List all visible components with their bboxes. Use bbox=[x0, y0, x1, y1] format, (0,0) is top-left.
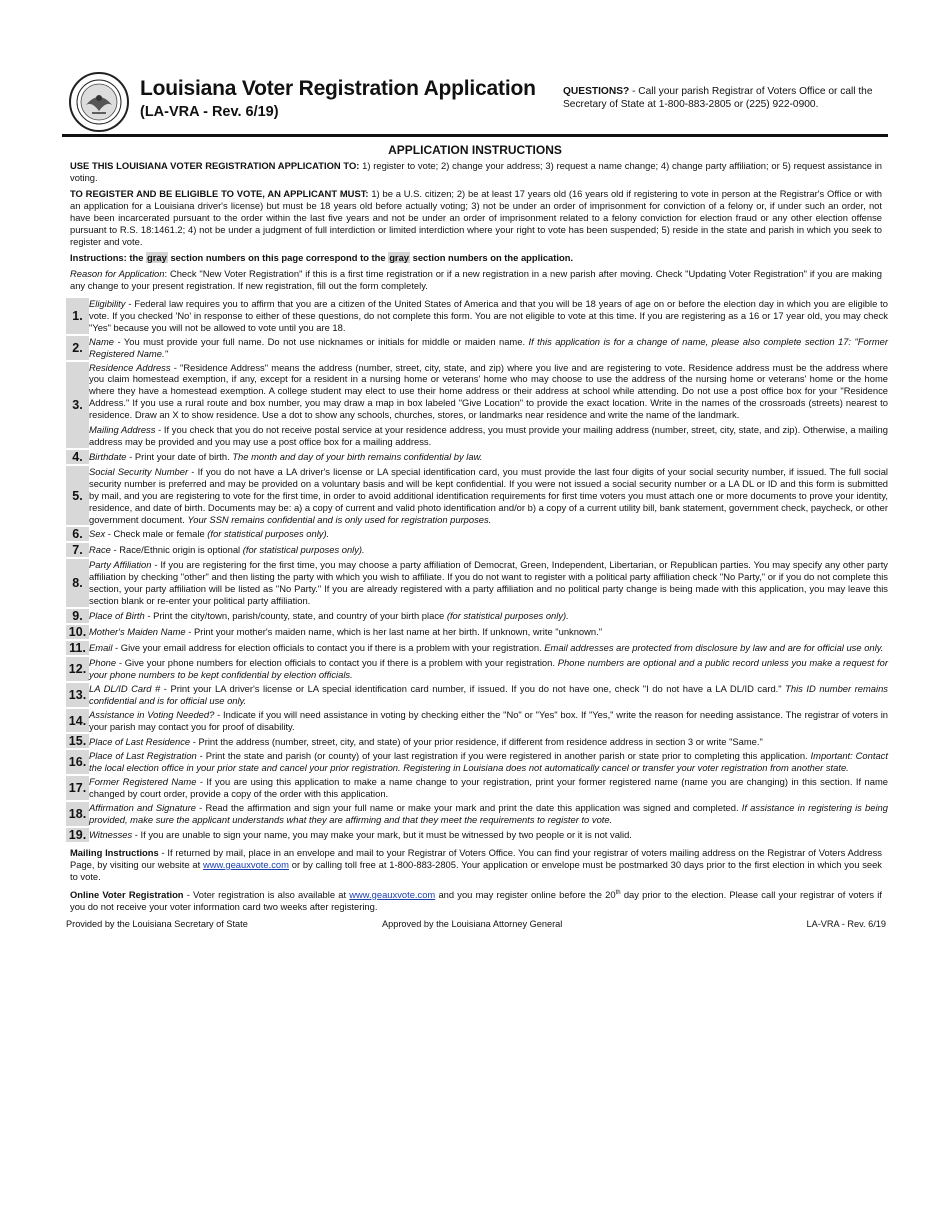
online-text-2: and you may register online before the 20 bbox=[435, 889, 616, 901]
item-text: - If you are using this application to make a name change to your registration, print your former registered name (name you are changing) in this section. If name changed by court order, provide a copy of the order with this application. bbox=[89, 776, 888, 800]
section-number: 4. bbox=[66, 450, 89, 464]
item-italic-note: If assistance in registering is being provided, make sure the applicant understands what they are affirming and that they meet the requirements to register to vote. bbox=[89, 802, 888, 825]
item-text: - Print the address (number, street, city, and state) of your prior residence, if different from residence address in section 3 or write "Same." bbox=[190, 735, 763, 747]
instruction-row bbox=[66, 336, 888, 360]
item-italic-note: The month and day of your birth remains confidential by law. bbox=[232, 450, 483, 462]
instruction-row bbox=[66, 543, 888, 557]
item-text: - Give your phone numbers for election officials to contact you if there is a problem with your registration. bbox=[116, 657, 558, 669]
online-sup: th bbox=[615, 889, 621, 896]
instruction-row bbox=[66, 559, 888, 607]
section-number: 11. bbox=[66, 641, 89, 655]
questions-contact bbox=[563, 85, 883, 111]
section-number: 10. bbox=[66, 625, 89, 639]
section-number: 7. bbox=[66, 543, 89, 557]
section-description bbox=[89, 450, 888, 464]
gray-word-2: gray bbox=[389, 252, 410, 263]
section-number: 1. bbox=[66, 298, 89, 334]
online-text-3: day prior to the election. Please call your registrar of voters if you do not receive your voter information card two weeks after registering. bbox=[70, 889, 882, 913]
item-text: - Print the state and parish (or county) of your last registration if you were registered in another parish or state prior to completing this application. bbox=[196, 750, 811, 762]
instruction-row bbox=[66, 298, 888, 334]
item-label: Party Affiliation bbox=[89, 559, 152, 571]
footer-right: LA-VRA - Rev. 6/19 bbox=[806, 919, 886, 930]
item-label: Witnesses bbox=[89, 828, 133, 840]
section-description bbox=[89, 750, 888, 774]
online-label: Online Voter Registration bbox=[70, 889, 184, 901]
eligible-label: TO REGISTER AND BE ELIGIBLE TO VOTE, AN APPLICANT MUST: bbox=[70, 188, 369, 199]
section-description bbox=[89, 543, 888, 557]
item-text: - Give your email address for election officials to contact you if there is a problem with your registration. bbox=[112, 642, 545, 654]
section-description bbox=[89, 466, 888, 526]
intro-gray-note bbox=[70, 252, 882, 264]
intro-reason bbox=[70, 268, 882, 292]
instruction-row bbox=[66, 657, 888, 681]
instruction-row bbox=[66, 709, 888, 733]
state-seal-icon bbox=[68, 71, 130, 133]
mailing-instructions bbox=[70, 847, 882, 883]
geauxvote-link-online[interactable]: www.geauxvote.com bbox=[349, 889, 436, 901]
section-description bbox=[89, 362, 888, 448]
item-text: - "Residence Address" means the address (number, street, city, state, and zip) where you live and are registering to vote. Residence address must be the address where you claim homestead exemption, if any, except for a resident in a nursing home or veterans' home who may choose to use the address of the nursing home or veterans' home or the home where they have a homestead exemption. A college student may elect to use their home address or their address at school while attending. Do not use a post office box for your "Residence Address." If you use a rural route and box number, you may draw a map in box labeled "Give Location" to provide the exact location. Write in the names of the crossroads (streets) nearest to residence. Draw an X to show residence. Use a dot to show any schools, churches, stores, or landmarks near residence and write the name of the landmark. bbox=[89, 361, 888, 421]
item-label-2: Mailing Address bbox=[89, 424, 156, 436]
item-label: Place of Birth bbox=[89, 610, 145, 622]
item-label: Assistance in Voting Needed? bbox=[89, 708, 215, 720]
online-registration bbox=[70, 887, 882, 913]
item-text: - Race/Ethnic origin is optional bbox=[110, 544, 243, 556]
item-italic-note: Your SSN remains confidential and is only used for registration purposes. bbox=[187, 513, 492, 525]
section-number: 19. bbox=[66, 828, 89, 842]
section-number: 18. bbox=[66, 802, 89, 826]
online-text-1: - Voter registration is also available at bbox=[183, 889, 350, 901]
item-text: - Print your LA driver's license or LA special identification card number, if issued. If you do not have one, check "I do not have a LA DL/ID card." bbox=[160, 682, 786, 694]
section-number: 17. bbox=[66, 776, 89, 800]
section-description bbox=[89, 734, 888, 748]
section-description bbox=[89, 657, 888, 681]
instruction-row bbox=[66, 625, 888, 639]
section-description bbox=[89, 625, 888, 639]
item-label: Sex bbox=[89, 528, 106, 540]
section-number: 6. bbox=[66, 527, 89, 541]
item-label: LA DL/ID Card # bbox=[89, 682, 161, 694]
item-text: - Print your mother's maiden name, which is her last name at her birth. If unknown, write "unknown." bbox=[185, 626, 603, 638]
intro-use bbox=[70, 160, 882, 184]
section-description bbox=[89, 559, 888, 607]
item-label: Affirmation and Signature bbox=[89, 802, 196, 814]
section-description bbox=[89, 828, 888, 842]
gray-note-3: section numbers on the application. bbox=[410, 252, 574, 263]
section-description bbox=[89, 802, 888, 826]
item-label: Mother's Maiden Name bbox=[89, 626, 186, 638]
header bbox=[62, 66, 888, 137]
instruction-row bbox=[66, 466, 888, 526]
section-number: 14. bbox=[66, 709, 89, 733]
item-text: - If you are unable to sign your name, you may make your mark, but it must be witnessed by two people or it is not valid. bbox=[132, 828, 632, 840]
gray-word-1: gray bbox=[147, 252, 167, 263]
instruction-row bbox=[66, 734, 888, 748]
item-label: Residence Address bbox=[89, 361, 171, 373]
questions-label: QUESTIONS? bbox=[563, 86, 630, 97]
section-description bbox=[89, 709, 888, 733]
item-italic-note: Email addresses are protected from disclosure by law and are for official use only. bbox=[544, 642, 884, 654]
item-label: Former Registered Name bbox=[89, 776, 197, 788]
item-text: - Federal law requires you to affirm that you are a citizen of the United States of America and that you will be 18 years of age on or before the election day in which you are eligible to vote. If you checked 'No' in response to either of these questions, do not complete this form. You are not eligible to vote at this time. If you are registering as a 16 or 17 year old, you may check "Yes" because you will not be allowed to vote until you are 18. bbox=[89, 298, 888, 333]
item-italic-note: Phone numbers are optional and a public record unless you make a request for your phone numbers to be kept confidential by election officials. bbox=[89, 657, 888, 680]
section-description bbox=[89, 683, 888, 707]
section-number: 13. bbox=[66, 683, 89, 707]
section-description bbox=[89, 609, 888, 623]
section-number: 2. bbox=[66, 336, 89, 360]
footer-info bbox=[70, 847, 882, 913]
title-block bbox=[140, 77, 536, 120]
section-number: 5. bbox=[66, 466, 89, 526]
item-text: - Print the city/town, parish/county, state, and country of your birth place bbox=[144, 610, 447, 622]
instruction-row bbox=[66, 609, 888, 623]
footer-center: Approved by the Louisiana Attorney General bbox=[382, 919, 563, 930]
item-label: Race bbox=[89, 544, 111, 556]
item-text-2: - If you check that you do not receive postal service at your residence address, you must provide your mailing address (number, street, city, state, and zip). Otherwise, a mailing address may be provided and you may use a post office box for a mailing address. bbox=[89, 424, 888, 447]
item-italic-note: (for statistical purposes only). bbox=[446, 610, 569, 622]
instruction-row bbox=[66, 641, 888, 655]
item-text: - You must provide your full name. Do not use nicknames or initials for middle or maiden name. bbox=[114, 335, 529, 347]
mailing-text-2: or by calling toll free at 1-800-883-2805. Your application or envelope must be postmarked 30 days prior to the first election in which you seek to vote. bbox=[70, 858, 882, 882]
reason-text: : Check "New Voter Registration" if this is a first time registration or if a new registration in a new parish after moving. Check "Updating Voter Registration" if you are making any change to your present registration. If new registration, fill out the form completely. bbox=[70, 268, 882, 291]
item-italic-note: If this application is for a change of name, please also complete section 17: "Former Registered Name." bbox=[89, 335, 888, 359]
footer-left: Provided by the Louisiana Secretary of State bbox=[66, 919, 248, 930]
reason-label: Reason for Application bbox=[70, 268, 165, 279]
instruction-row bbox=[66, 527, 888, 541]
gray-note-1: Instructions: the bbox=[70, 252, 147, 263]
form-revision: (LA-VRA - Rev. 6/19) bbox=[140, 104, 279, 120]
instructions-page bbox=[62, 66, 888, 933]
eligible-text: 1) be a U.S. citizen; 2) be at least 17 years old (16 years old if registering to vote in person at the Registrar's Office or with an application for a Louisiana driver's license) but must be 18 years old before actually voting; 3) not be under an order of imprisonment for conviction of a felony or, if under such an order, not have been incarcerated pursuant to the order within the last five years and not be under an order of imprisonment related to a felony conviction for election fraud or any other election offense pursuant to R.S. 18:1461.2; 4) not be under a judgment of full interdiction or limited interdiction where your right to vote has been suspended; 5) reside in the state and parish in which you seek to register and vote. bbox=[70, 188, 883, 247]
instruction-row bbox=[66, 776, 888, 800]
instruction-row bbox=[66, 683, 888, 707]
section-title: APPLICATION INSTRUCTIONS bbox=[388, 143, 562, 157]
item-label: Name bbox=[89, 335, 115, 347]
instruction-row bbox=[66, 750, 888, 774]
item-label: Social Security Number bbox=[89, 465, 189, 477]
page-footer bbox=[62, 919, 888, 933]
item-italic-note: (for statistical purposes only). bbox=[242, 544, 365, 556]
intro-eligibility bbox=[70, 188, 882, 248]
item-label: Birthdate bbox=[89, 450, 127, 462]
section-description bbox=[89, 776, 888, 800]
instruction-items bbox=[66, 296, 888, 844]
section-description bbox=[89, 336, 888, 360]
questions-text: - Call your parish Registrar of Voters Office or call the Secretary of State at 1-800-883-2805 or (225) 922-0900. bbox=[563, 86, 873, 110]
item-label: Eligibility bbox=[89, 298, 126, 309]
use-text: 1) register to vote; 2) change your address; 3) request a name change; 4) change party affiliation; or 5) request assistance in voting. bbox=[70, 160, 883, 183]
instruction-row bbox=[66, 828, 888, 842]
item-italic-note: This ID number remains confidential and is for official use only. bbox=[89, 682, 888, 706]
section-description bbox=[89, 527, 888, 541]
item-label: Place of Last Registration bbox=[89, 750, 197, 762]
instruction-row bbox=[66, 362, 888, 448]
section-number: 9. bbox=[66, 609, 89, 623]
section-number: 16. bbox=[66, 750, 89, 774]
page-title: Louisiana Voter Registration Application bbox=[140, 77, 536, 100]
item-text: - Indicate if you will need assistance in voting by checking either the "No" or "Yes" box. If "Yes," write the reason for needing assistance. The registrar of voters in your parish may contact you for proof of disability. bbox=[89, 708, 888, 732]
geauxvote-link[interactable]: www.geauxvote.com bbox=[202, 858, 289, 870]
item-text: - Check male or female bbox=[105, 528, 208, 540]
section-number: 8. bbox=[66, 559, 89, 607]
mailing-label: Mailing Instructions bbox=[70, 846, 159, 858]
item-italic-note: Important: Contact the local election office in your prior state and cancel your prior registration. Registering in Louisiana does not automatically cancel or transfer your voter registration from another state. bbox=[89, 750, 888, 774]
instruction-row bbox=[66, 802, 888, 826]
item-label: Email bbox=[89, 642, 113, 654]
item-text: - Print your date of birth. bbox=[126, 450, 233, 462]
gray-note-2: section numbers on this page correspond to the bbox=[167, 252, 389, 263]
section-description bbox=[89, 641, 888, 655]
item-italic-note: (for statistical purposes only). bbox=[207, 528, 330, 540]
use-label: USE THIS LOUISIANA VOTER REGISTRATION APPLICATION TO: bbox=[70, 160, 360, 171]
mailing-text-1: - If returned by mail, place in an envelope and mail to your Registrar of Voters Office. You can find your registrar of voters mailing address on the Registrar of Voters Address Page, by visiting our website at bbox=[70, 846, 882, 870]
item-text: - If you do not have a LA driver's license or LA special identification card, you must provide the last four digits of your social security number, if issued. The full social security number is preferred and may be provided on a voluntary basis and will be kept confidential. If you were not issued a social security number or a LA DL or ID and this form is submitted by mail, and you are registering to vote for the first time, in order to avoid additional identification requirements for first time voters you must attach one or more documents to prove your identity, residence, and date of birth. Documents may be: a) a copy of current and valid photo identification and/or b) a copy of a current utility bill, bank statement, government check, paycheck, or other government document. bbox=[89, 465, 888, 525]
instruction-row bbox=[66, 450, 888, 464]
section-number: 15. bbox=[66, 734, 89, 748]
section-number: 12. bbox=[66, 657, 89, 681]
item-label: Phone bbox=[89, 657, 117, 669]
item-text: - Read the affirmation and sign your full name or make your mark and print the date this application was signed and completed. bbox=[195, 802, 742, 814]
item-text: - If you are registering for the first time, you may choose a party affiliation of Democrat, Green, Independent, Libertarian, or Republican parties. You may specify any other party affiliation by checking "other" and then listing the party with which you wish to affiliate. If you do not want to register with a political party affiliation check "No Party," or if you do not complete this section, your party affiliation will be listed as "No Party." If you are already registered with a party affiliation and no political party change is being made with this application, you may leave this section blank or re-enter your political party affiliation. bbox=[89, 559, 888, 607]
section-description bbox=[89, 298, 888, 334]
item-label: Place of Last Residence bbox=[89, 735, 191, 747]
section-number: 3. bbox=[66, 362, 89, 448]
